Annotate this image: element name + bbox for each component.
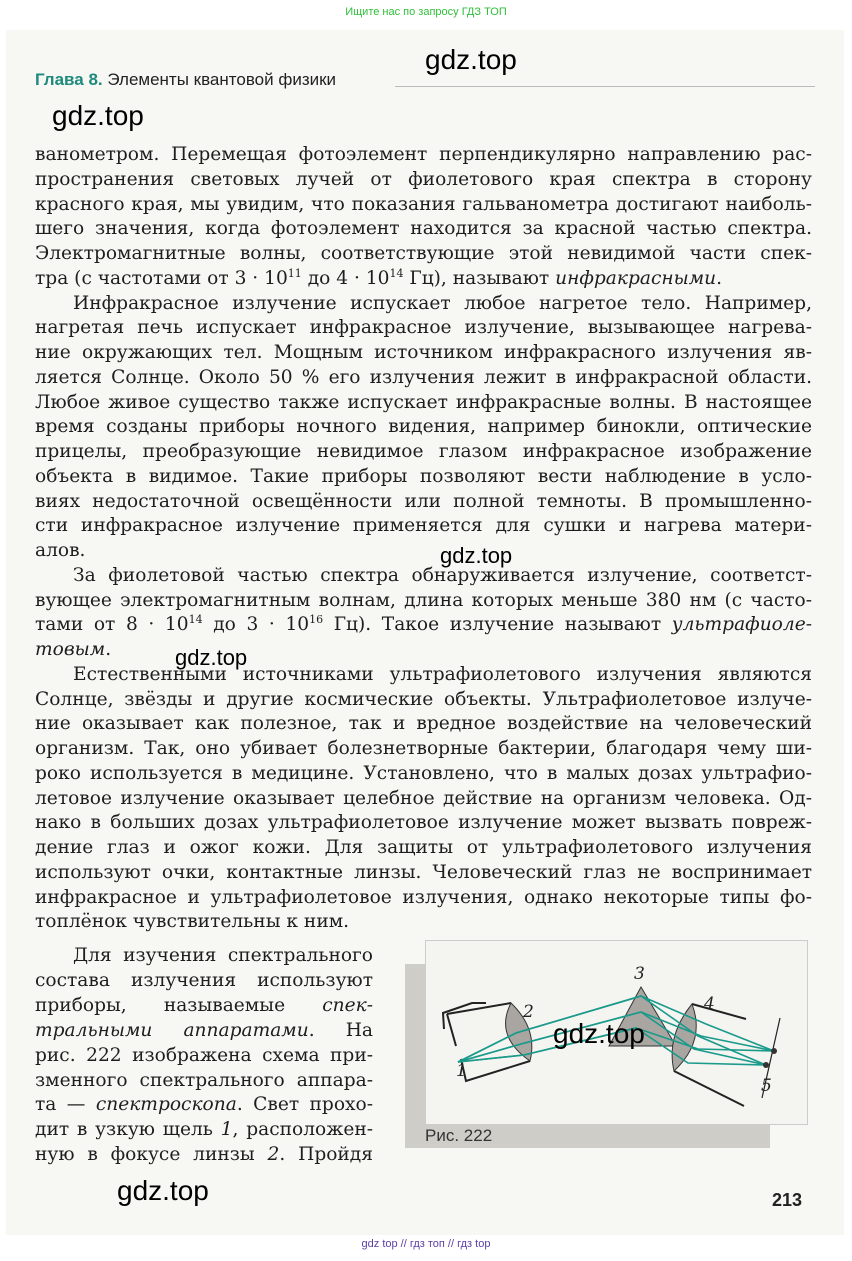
text-segment: до 4 · 10 [301, 267, 390, 289]
text-segment: красного края, мы увидим, что показания гальванометра достигают наиболь- [35, 193, 812, 215]
text-line [35, 836, 812, 861]
text-line [35, 1069, 373, 1094]
watermark: gdz.top [52, 100, 144, 131]
text-segment: прицелы, преобразующие невидимое глазом инфракрасное изображение [35, 441, 812, 462]
text-segment: дит в узкую щель [35, 1119, 221, 1141]
text-line [35, 712, 812, 737]
text-line [35, 440, 812, 465]
text-segment: рис. 222 изображена схема при- [35, 1044, 373, 1066]
text-segment: шего значения, когда фотоэлемент находится за красной частью спектра. [35, 218, 812, 240]
column-text [35, 944, 373, 1168]
superscript: 14 [389, 266, 404, 280]
text-line [35, 514, 812, 539]
text-segment: организм. Так, оно убивает болезнетворные бактерии, благодаря чему ши- [35, 738, 812, 759]
figure-caption: Рис. 222 [425, 1126, 493, 1145]
watermark: gdz.top [175, 645, 248, 670]
superscript: 16 [309, 613, 324, 627]
text-line [35, 564, 812, 589]
top-banner[interactable]: Ищите нас по запросу ГДЗ ТОП [345, 6, 507, 18]
text-line [35, 762, 812, 787]
text-line [35, 1118, 373, 1143]
text-segment: пространения световых лучей от фиолетового края спектра в сторону [35, 168, 812, 190]
text-segment: нагретая печь испускает инфракрасное излучение, вызывающее нагрева- [35, 317, 812, 339]
text-line [35, 341, 812, 366]
text-segment: Гц). Такое излучение называют [323, 614, 672, 636]
footer-links[interactable]: gdz top // гдз топ // гдз top [361, 1238, 491, 1250]
watermark: gdz.top [117, 1175, 209, 1206]
text-segment: до 3 · 10 [202, 614, 310, 636]
italic-term: тральными аппаратами [35, 1019, 309, 1041]
text-segment: . Пройдя [279, 1144, 373, 1166]
text-segment: роко используется в медицине. Установлено, что в малых дозах ультрафио- [35, 762, 812, 784]
text-segment: виях недостаточной освещённости или полной темноты. В промышленно- [35, 490, 812, 512]
text-segment: ние оказывает как полезное, так и вредное воздействие на человеческий [35, 713, 812, 735]
text-segment: Электромагнитные волны, соответствующие этой невидимой части спек- [35, 243, 812, 264]
text-segment: сти инфракрасное излучение применяется для сушки и нагрева матери- [35, 515, 812, 537]
text-segment: Для изучения спектрального [73, 945, 373, 966]
text-segment: ную в фокусе линзы [35, 1144, 268, 1166]
text-segment: ляется Солнце. Около 50 % его излучения лежит в инфракрасной области. [35, 366, 812, 388]
text-line [35, 1093, 373, 1118]
text-segment: дение глаз и ожог кожи. Для защиты от ультрафиолетового излучения [35, 837, 812, 858]
body-text [35, 143, 812, 935]
text-line [35, 217, 812, 242]
label-screen: 5 [761, 1076, 772, 1096]
text-line [35, 638, 812, 663]
text-line [35, 861, 812, 886]
text-segment: . На [308, 1019, 373, 1041]
text-segment: Естественными источниками ультрафиолетового излучения являются [73, 663, 812, 685]
text-line [35, 1143, 373, 1168]
text-segment: алов. [35, 540, 86, 561]
italic-term: товым [35, 639, 106, 660]
text-line [35, 391, 812, 416]
text-line [35, 787, 812, 812]
watermark: gdz.top [440, 543, 513, 568]
label-slit: 1 [456, 1061, 467, 1081]
text-line [35, 193, 812, 218]
watermark: gdz.top [425, 44, 517, 75]
text-segment: время созданы приборы ночного видения, например бинокли, оптические [35, 416, 812, 438]
text-segment: топлёнок чувствительны к ним. [35, 911, 350, 933]
text-segment: ние окружающих тел. Мощным источником инфракрасного излучения яв- [35, 342, 812, 363]
text-segment: зменного спектрального аппара- [35, 1069, 373, 1091]
text-line [35, 316, 812, 341]
text-line [35, 539, 812, 564]
text-line [35, 663, 812, 688]
italic-term: инфракрасными [555, 267, 717, 289]
text-segment: состава излучения используют [35, 969, 373, 991]
text-segment: та — [35, 1094, 96, 1116]
text-line [35, 143, 812, 168]
text-segment: используют очки, контактные линзы. Человеческий глаз не воспринимает [35, 861, 812, 883]
watermark: gdz.top [553, 1018, 645, 1049]
text-segment: тра (с частотами от 3 · 10 [35, 267, 288, 289]
text-segment: . [716, 267, 723, 289]
text-line [35, 589, 812, 614]
text-line [35, 910, 812, 935]
text-line [35, 415, 812, 440]
text-line [35, 811, 812, 836]
superscript: 11 [287, 266, 302, 280]
superscript: 14 [188, 613, 203, 627]
label-lens-2: 2 [523, 1002, 534, 1022]
text-line [35, 613, 812, 638]
text-segment: За фиолетовой частью спектра обнаруживается излучение, соответст- [73, 564, 812, 586]
text-segment: нако в больших дозах ультрафиолетовое излучение может вызвать повреж- [35, 812, 812, 834]
text-segment: Инфракрасное излучение испускает любое нагретое тело. Например, [73, 292, 812, 314]
text-segment: тами от 8 · 10 [35, 614, 189, 636]
text-line [35, 366, 812, 391]
text-line [35, 886, 812, 911]
italic-term: спек- [322, 994, 373, 1016]
text-segment: Любое живое существо также испускает инфракрасные волны. В настоящее [35, 391, 812, 413]
text-segment: ванометром. Перемещая фотоэлемент перпендикулярно направлению рас- [35, 144, 812, 165]
text-line [35, 969, 373, 994]
text-segment: , расположен- [232, 1119, 373, 1141]
text-line [35, 1019, 373, 1044]
text-segment: инфракрасное и ультрафиолетовое излучения, однако некоторые типы фо- [35, 886, 812, 908]
text-line [35, 737, 812, 762]
label-prism: 3 [634, 964, 645, 984]
italic-term: ультрафиоле- [671, 614, 812, 636]
italic-term: 2 [267, 1144, 280, 1166]
text-line [35, 465, 812, 490]
page-number: 213 [772, 1190, 803, 1210]
text-segment: . Свет прохо- [236, 1094, 373, 1116]
text-line [35, 292, 812, 317]
text-line [35, 168, 812, 193]
text-line [35, 688, 812, 713]
text-segment: Гц), называют [403, 267, 556, 289]
label-lens-4: 4 [704, 994, 715, 1014]
text-segment: объекта в видимое. Такие приборы позволяют вести наблюдение в усло- [35, 465, 812, 487]
italic-term: 1 [220, 1119, 233, 1141]
text-segment: Солнце, звёзды и другие космические объекты. Ультрафиолетовое излуче- [35, 688, 812, 710]
text-segment: летовое излучение оказывает целебное действие на организм человека. Од- [35, 787, 812, 809]
text-line [35, 242, 812, 267]
text-segment: . [105, 639, 112, 660]
text-segment: приборы, называемые [35, 994, 323, 1016]
text-line [35, 944, 373, 969]
text-line [35, 267, 812, 292]
text-line [35, 1044, 373, 1069]
header-rule [395, 86, 815, 87]
text-line [35, 490, 812, 515]
text-line [35, 994, 373, 1019]
running-header [35, 70, 336, 90]
chapter-number: Глава 8. [35, 70, 103, 89]
chapter-title: Элементы квантовой физики [102, 70, 337, 89]
italic-term: спектроскопа [95, 1094, 237, 1116]
text-segment: вующее электромагнитным волнам, длина которых меньше 380 нм (с часто- [35, 589, 812, 611]
